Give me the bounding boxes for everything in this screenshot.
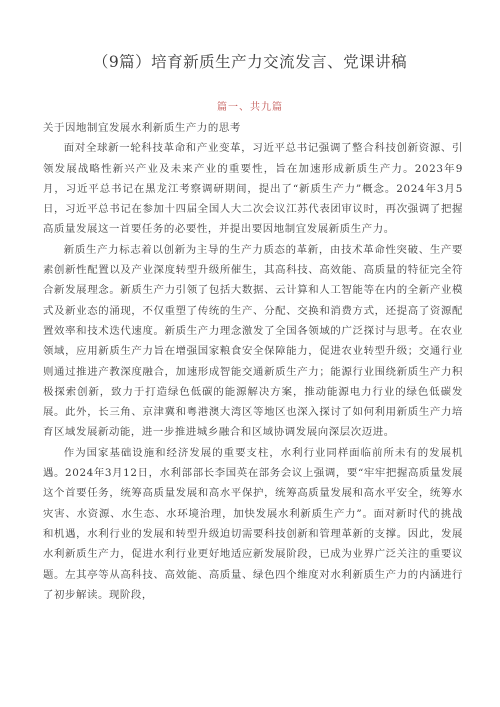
body-paragraph-1: 面对全球新一轮科技革命和产业变革，习近平总书记强调了整合科技创新资源、引领发展战略性新兴产业及未来产业的重要性，旨在加速形成新质生产力。2023年9月，习近平总书记在黑龙江考察调研期间，提出了“新质生产力”概念。2024年3月5日，习近平总书记在参加十四届全国人大二次会议江苏代表团审议时，再次强调了把握高质量发展这一首要任务的必要性，并提出要因地制宜发展新质生产力。 xyxy=(43,142,463,236)
section-heading: 篇一、共九篇 xyxy=(217,102,283,113)
document-title: （9篇）培育新质生产力交流发言、党课讲稿 xyxy=(92,53,408,71)
body-paragraph-3: 作为国家基础设施和经济发展的重要支柱，水利行业同样面临前所未有的发展机遇。2024年3月12日，水利部部长李国英在部务会议上强调，要“牢牢把握高质量发展这个首要任务，统筹高质量发展和高水平保护，统筹高质量发展和高水平安全，统筹水灾害、水资源、水生态、水环境治理，加快发展水利新质生产力”。面对新时代的挑战和机遇，水利行业的发展和转型升级迫切需要科技创新和管理革新的支撑。因此，发展水利新质生产力，促进水利行业更好地适应新发展阶段，已成为业界广泛关注的重要议题。左其亭等从高科技、高效能、高质量、绿色四个维度对水利新质生产力的内涵进行了初步解读。现阶段， xyxy=(43,446,463,601)
document-body xyxy=(43,118,463,605)
article-subheading: 关于因地制宜发展水利新质生产力的思考 xyxy=(43,122,241,134)
body-paragraph-2: 新质生产力标志着以创新为主导的生产力质态的革新，由技术革命性突破、生产要素创新性配置以及产业深度转型升级所催生，其高科技、高效能、高质量的特征完全符合新发展理念。新质生产力引领了包括大数据、云计算和人工智能等在内的全新产业模式及新业态的涌现，不仅重塑了传统的生产、分配、交换和消费方式，还提高了资源配置效率和技术迭代速度。新质生产力理念激发了全国各领域的广泛探讨与思考。在农业领域，应用新质生产力旨在增强国家粮食安全保障能力，促进农业转型升级；交通行业则通过推进产教深度融合，加速形成智能交通新质生产力；能源行业围绕新质生产力积极探索创新，致力于打造绿色低碳的能源解决方案，推动能源电力行业的绿色低碳发展。此外，长三角、京津冀和粤港澳大湾区等地区也深入探讨了如何利用新质生产力培育区域发展新动能，进一步推进城乡融合和区域协调发展向深层次迈进。 xyxy=(43,243,463,439)
